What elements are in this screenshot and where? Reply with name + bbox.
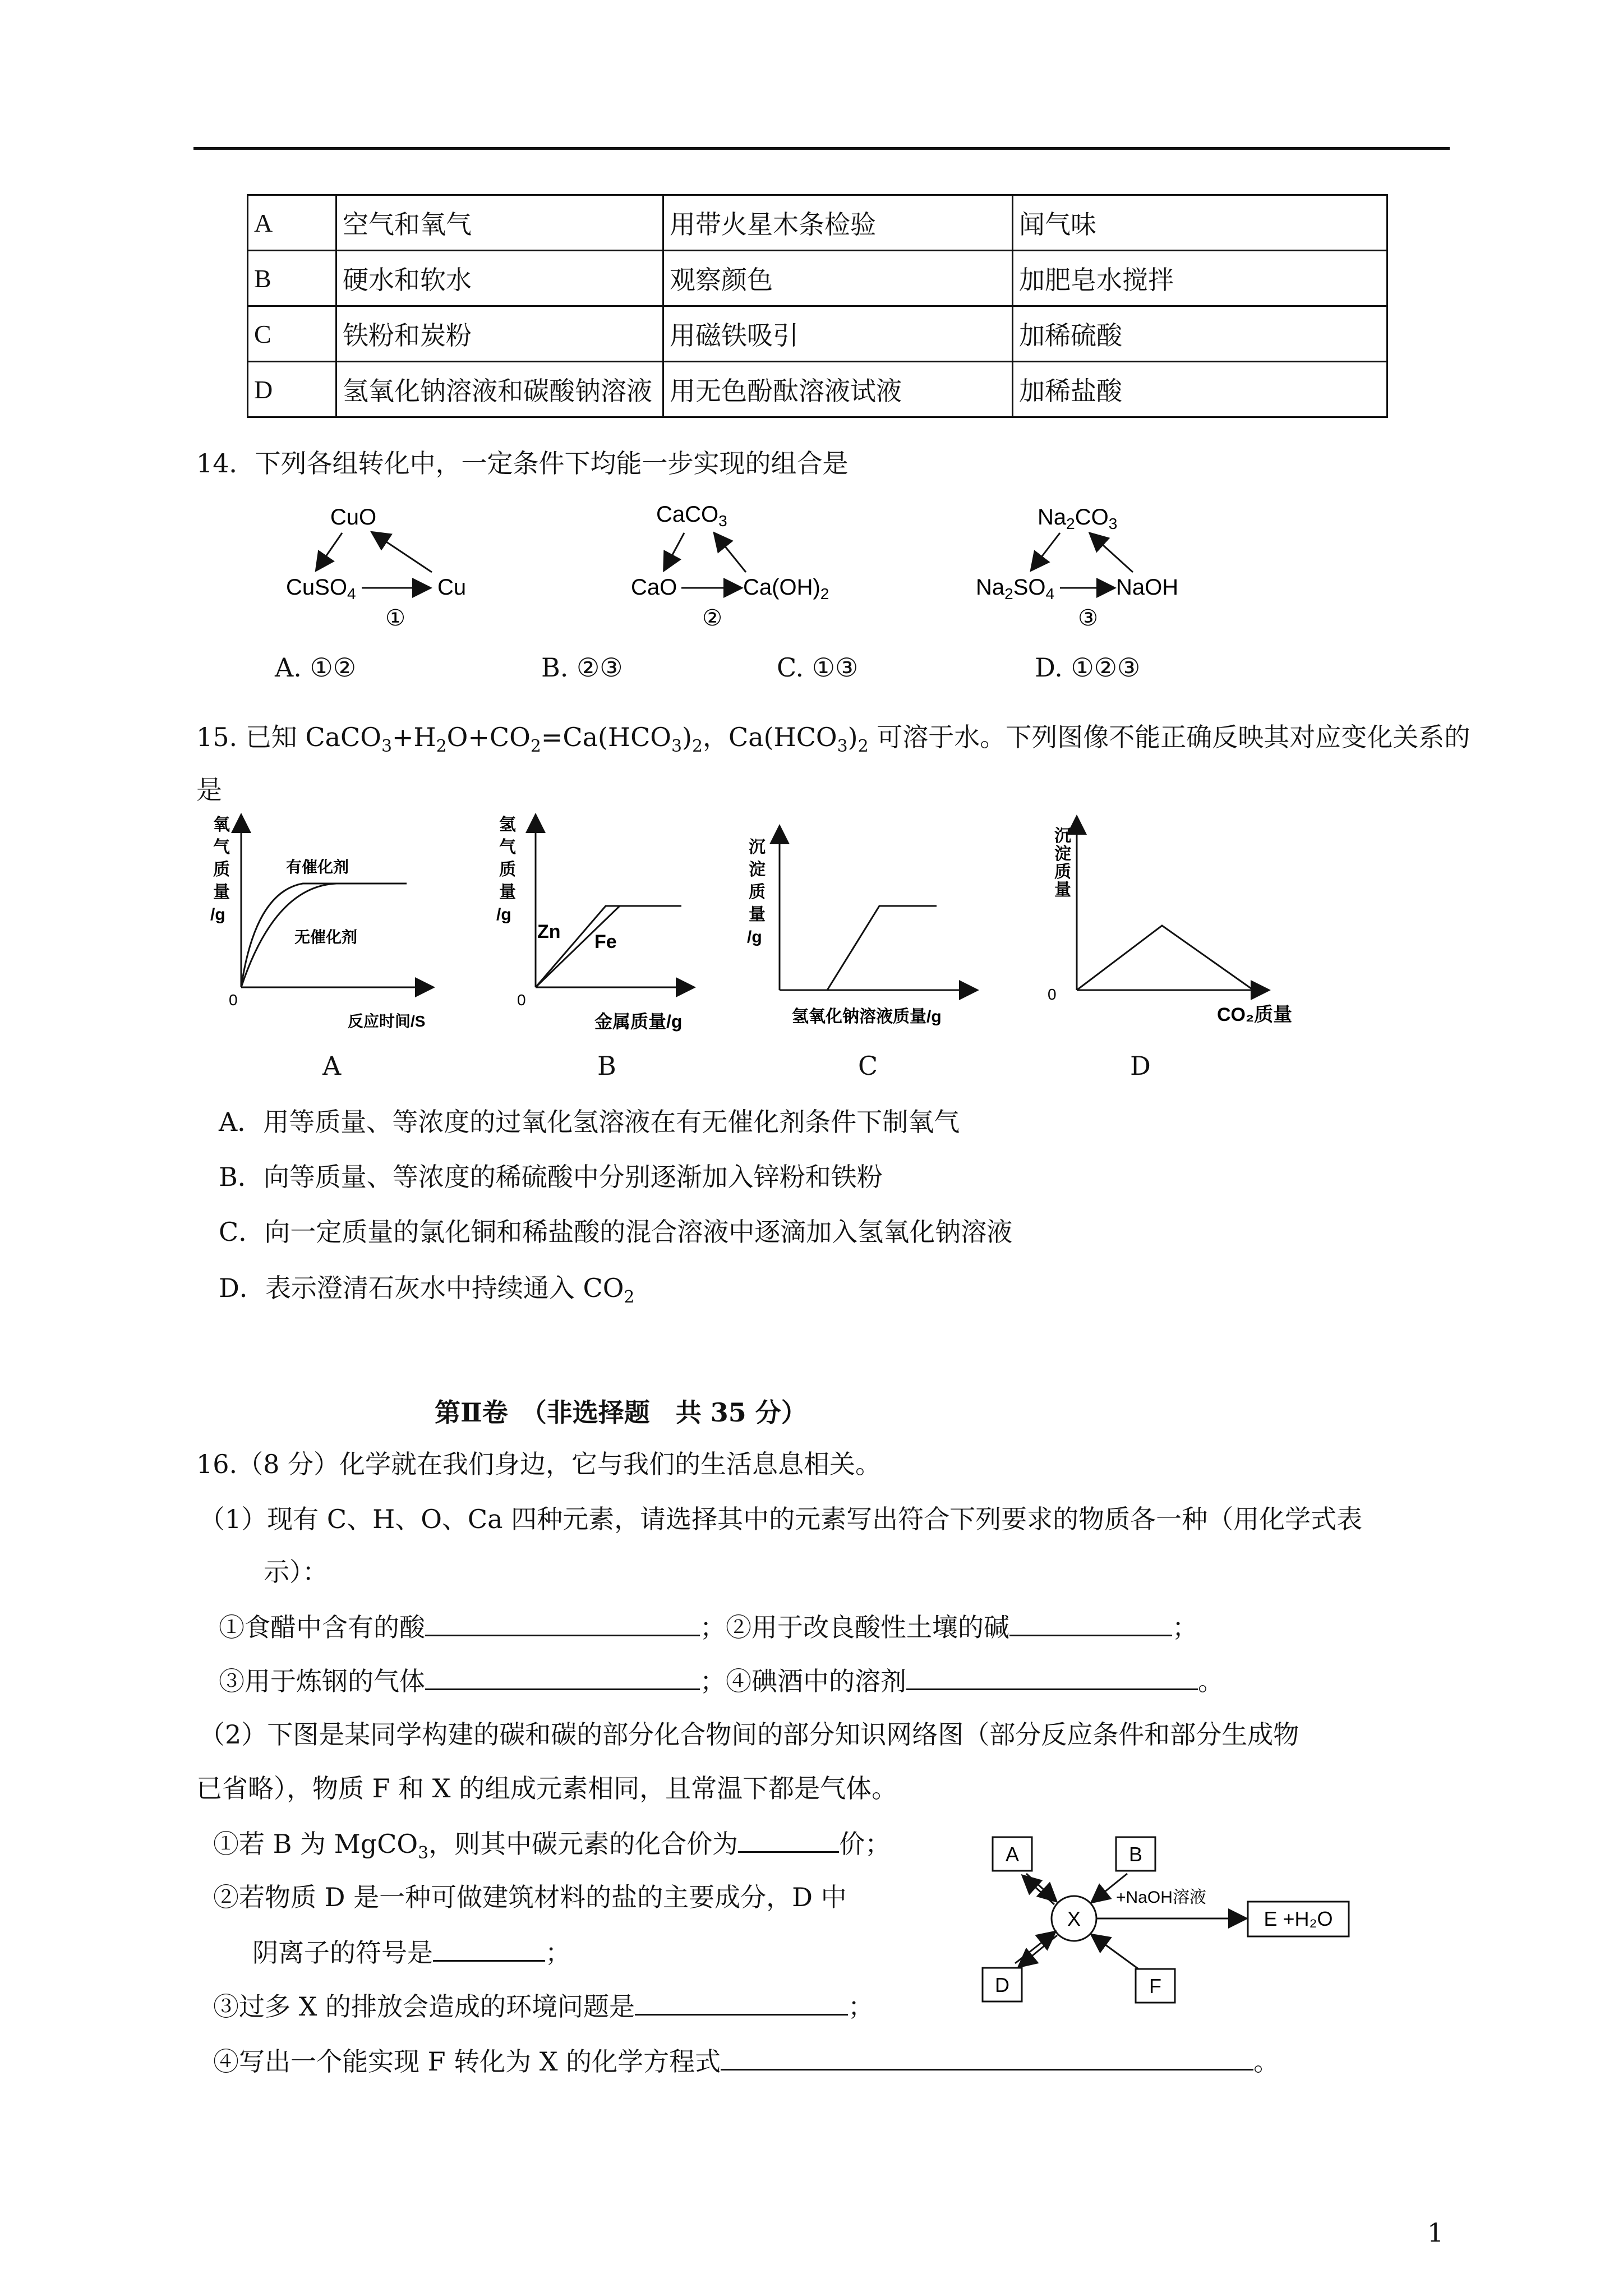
gd-y3: 质 — [1054, 863, 1071, 881]
q16-s4: ④写出一个能实现 F 转化为 X 的化学方程式 — [213, 2046, 721, 2077]
graph-label-a: A — [322, 1051, 342, 1081]
q16-s3: ③过多 X 的排放会造成的环境问题是 — [213, 1991, 635, 2022]
q16-sub2a: ②若物质 D 是一种可做建筑材料的盐的主要成分，D 中 — [213, 1882, 847, 1912]
row-method1: 用磁铁吸引 — [663, 306, 1013, 362]
gb-origin: 0 — [517, 991, 526, 1009]
options-table — [247, 194, 1388, 418]
q14-diagrams — [269, 494, 1256, 639]
q16-s1: ①若 B 为 MgCO — [213, 1829, 418, 1859]
d2-left: CaO — [631, 575, 677, 600]
row-method2: 加稀硫酸 — [1013, 306, 1387, 362]
q16-i4: ；④碘酒中的溶剂 — [700, 1666, 906, 1696]
q16-item-3-4: ③用于炼钢的气体 ；④碘酒中的溶剂 。 — [219, 1664, 1224, 1698]
answer-blank[interactable] — [425, 1664, 700, 1690]
ga-y1: 氧 — [213, 816, 230, 834]
gc-y3: 质 — [749, 883, 766, 901]
answer-blank[interactable] — [635, 1989, 848, 2016]
ga-y4: 量 — [213, 883, 230, 901]
node-f: F — [1149, 1975, 1161, 1998]
q14-stem: 14．下列各组转化中，一定条件下均能一步实现的组合是 — [196, 448, 849, 478]
graph-label-d: D — [1130, 1051, 1151, 1081]
row-method1: 观察颜色 — [663, 251, 1013, 306]
gc-y2: 淀 — [749, 861, 766, 879]
row-letter: D — [248, 362, 336, 417]
q15-stem-line2: 是 — [196, 775, 222, 805]
q16-stem: 16.（8 分）化学就在我们身边，它与我们的生活息息相关。 — [196, 1449, 882, 1479]
d1-left: CuSO$_4$ — [286, 575, 356, 602]
carbon-network-diagram — [970, 1829, 1374, 2019]
ga-xlabel: 反应时间/S — [348, 1013, 426, 1030]
answer-blank[interactable] — [906, 1664, 1198, 1690]
node-product: E +H₂O — [1264, 1907, 1333, 1930]
node-b: B — [1128, 1843, 1143, 1866]
row-method2: 加肥皂水搅拌 — [1013, 251, 1387, 306]
table-row — [248, 251, 1387, 306]
gc-xlabel: 氢氧化钠溶液质量/g — [792, 1007, 942, 1026]
q16-i3: ③用于炼钢的气体 — [219, 1666, 425, 1696]
d3-num: ③ — [1078, 606, 1098, 631]
gc-y1: 沉 — [749, 838, 766, 857]
answer-blank[interactable] — [738, 1826, 839, 1853]
row-substances: 铁粉和炭粉 — [336, 306, 663, 362]
d2-top: CaCO$_3$ — [656, 502, 727, 530]
row-method1: 用带火星木条检验 — [663, 195, 1013, 251]
table-row — [248, 362, 1387, 417]
table-row — [248, 306, 1387, 362]
gb-y1: 氢 — [499, 816, 516, 834]
d3-right: NaOH — [1116, 575, 1179, 600]
d1-right: Cu — [437, 575, 467, 600]
q16-sub2b: 阴离子的符号是 ； — [252, 1935, 571, 1970]
d3-left: $Na_2SO_4$ — [976, 575, 1055, 602]
answer-blank[interactable] — [433, 1935, 545, 1962]
gd-y4: 量 — [1054, 881, 1071, 899]
d1-top: CuO — [330, 505, 377, 530]
q15-answer-c: C．向一定质量的氯化铜和稀盐酸的混合溶液中逐滴加入氢氧化钠溶液 — [219, 1217, 1013, 1247]
q15-answer-d-text: D．表示澄清石灰水中持续通入 CO — [219, 1273, 624, 1303]
q16-p2-line1: （2）下图是某同学构建的碳和碳的部分化合物间的部分知识网络图（部分反应条件和部分生成物 — [199, 1719, 1299, 1750]
answer-blank[interactable] — [1009, 1610, 1172, 1636]
q16-item-1-2: ①食醋中含有的酸 ；②用于改良酸性土壤的碱 ； — [219, 1610, 1198, 1644]
table-row — [248, 195, 1387, 251]
q16-i1: ①食醋中含有的酸 — [219, 1612, 425, 1642]
section2-title: 第Ⅱ卷 （非选择题 共 35 分） — [435, 1397, 807, 1428]
gb-y4: 量 — [499, 883, 516, 901]
gb-y5: /g — [496, 905, 511, 924]
graph-label-b: B — [597, 1051, 616, 1081]
row-letter: C — [248, 306, 336, 362]
gb-y3: 质 — [499, 861, 516, 879]
node-a: A — [1005, 1843, 1020, 1866]
gd-y2: 淀 — [1054, 845, 1071, 863]
q16-p2-line2: 已省略），物质 F 和 X 的组成元素相同，且常温下都是气体。 — [196, 1773, 898, 1803]
q15-answer-a: A．用等质量、等浓度的过氧化氢溶液在有无催化剂条件下制氧气 — [219, 1107, 960, 1137]
diagram-1 — [286, 505, 466, 631]
q14-option-c: C. ①③ — [777, 652, 859, 683]
graph-c — [746, 808, 1026, 1043]
q16-sub4: ④写出一个能实现 F 转化为 X 的化学方程式 。 — [213, 2044, 1279, 2078]
ga-y3: 质 — [213, 861, 230, 879]
gb-xlabel: 金属质量/g — [594, 1011, 683, 1032]
row-letter: B — [248, 251, 336, 306]
graph-label-c: C — [858, 1051, 878, 1081]
answer-blank[interactable] — [425, 1610, 700, 1636]
gc-y5: /g — [747, 928, 762, 946]
row-substances: 氢氧化钠溶液和碳酸钠溶液 — [336, 362, 663, 417]
q15-stem-a: 15. 已知 CaCO — [196, 722, 381, 752]
ga-y2: 气 — [213, 838, 230, 857]
reagent-label: +NaOH溶液 — [1116, 1888, 1206, 1907]
row-substances: 空气和氧气 — [336, 195, 663, 251]
d1-num: ① — [385, 606, 405, 631]
row-method2: 加稀盐酸 — [1013, 362, 1387, 417]
graph-a — [208, 808, 454, 1043]
q15-stem-line1: 15. 已知 $CaCO_3+H_2O+CO_2=Ca(HCO_3)_2$，$Ca(HCO_3)_2$ 可溶于水。下列图像不能正确反映其对应变化关系的 — [196, 722, 1470, 757]
gb-curve1: Zn — [537, 921, 561, 942]
q16-p1-line2: 示）： — [264, 1557, 328, 1587]
q15-answer-b: B．向等质量、等浓度的稀硫酸中分别逐渐加入锌粉和铁粉 — [219, 1162, 883, 1192]
q16-sub3: ③过多 X 的排放会造成的环境问题是 ； — [213, 1989, 874, 2023]
q16-s1c: 价； — [839, 1829, 891, 1859]
q14-option-a: A. ①② — [275, 652, 356, 683]
q16-p1-line1: （1）现有 C、H、O、Ca 四种元素，请选择其中的元素写出符合下列要求的物质各一种（用化学式表 — [199, 1504, 1363, 1534]
graph-b — [494, 808, 718, 1043]
q16-i2: ；②用于改良酸性土壤的碱 — [700, 1612, 1009, 1642]
diagram-3 — [976, 505, 1178, 631]
gc-y4: 量 — [749, 905, 766, 924]
q15-stem-rest: 可溶于水。下列图像不能正确反映其对应变化关系的 — [877, 722, 1470, 752]
row-method1: 用无色酚酞溶液试液 — [663, 362, 1013, 417]
answer-blank[interactable] — [721, 2044, 1253, 2070]
gd-xlabel: CO₂质量 — [1217, 1004, 1293, 1025]
q16-s2b: 阴离子的符号是 — [252, 1938, 433, 1968]
node-x: X — [1067, 1907, 1081, 1930]
ga-curve2: 无催化剂 — [294, 928, 358, 946]
page-number: 1 — [1427, 2217, 1444, 2248]
d3-top: $Na_2CO_3$ — [1038, 505, 1118, 532]
gb-y2: 气 — [499, 838, 516, 857]
q14-option-b: B. ②③ — [541, 652, 623, 683]
row-substances: 硬水和软水 — [336, 251, 663, 306]
gd-origin: 0 — [1048, 986, 1057, 1003]
graph-d — [1032, 808, 1324, 1043]
row-letter: A — [248, 195, 336, 251]
d2-right: $Ca(OH)_2$ — [743, 575, 829, 602]
q14-option-d: D. ①②③ — [1035, 652, 1141, 683]
ga-y5: /g — [210, 905, 225, 924]
row-method2: 闻气味 — [1013, 195, 1387, 251]
gd-y1: 沉 — [1054, 827, 1071, 845]
ga-origin: 0 — [229, 991, 238, 1009]
diagram-2 — [631, 502, 829, 631]
gb-curve2: Fe — [594, 931, 617, 953]
node-d: D — [995, 1973, 1009, 1996]
q16-s1b: ，则其中碳元素的化合价为 — [428, 1829, 739, 1859]
header-rule — [193, 147, 1450, 150]
q16-sub1: ①若 B 为 MgCO$_3$，则其中碳元素的化合价为 价； — [213, 1826, 891, 1870]
ga-curve1: 有催化剂 — [286, 858, 349, 876]
d2-num: ② — [702, 606, 722, 631]
q15-answer-d: D．表示澄清石灰水中持续通入 $CO_2$ — [219, 1273, 635, 1308]
